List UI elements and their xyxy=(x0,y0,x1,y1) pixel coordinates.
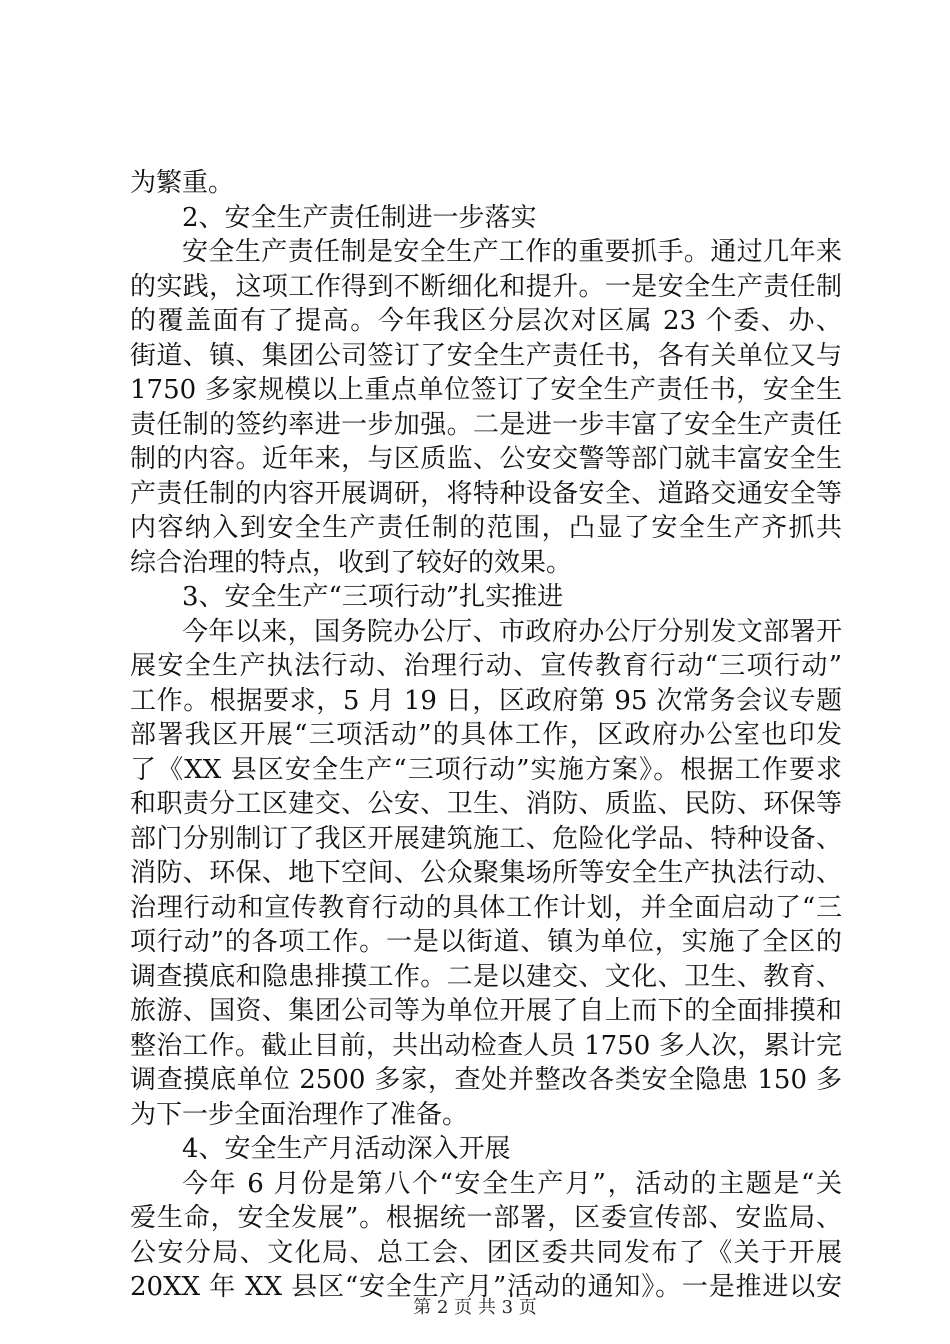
page-number-footer: 第 2 页 共 3 页 xyxy=(413,1297,537,1318)
text-line: 责任制的签约率进一步加强。二是进一步丰富了安全生产责任 xyxy=(130,409,842,440)
text-line: 安全生产责任制是安全生产工作的重要抓手。通过几年来 xyxy=(182,237,842,267)
text-line: 街道、镇、集团公司签订了安全生产责任书，各有关单位又与 xyxy=(130,340,842,371)
text-line: 和职责分工区建交、公安、卫生、消防、质监、民防、环保等 xyxy=(130,789,842,819)
text-line: 制的内容。近年来，与区质监、公安交警等部门就丰富安全生 xyxy=(130,444,842,474)
section-heading: 4、安全生产月活动深入开展 xyxy=(182,1134,511,1164)
text-line: 的实践，这项工作得到不断细化和提升。一是安全生产责任制 xyxy=(130,271,842,302)
text-line: 工作。根据要求，5 月 19 日，区政府第 95 次常务会议专题 xyxy=(130,685,842,716)
text-line: 了《XX 县区安全生产“三项行动”实施方案》。根据工作要求 xyxy=(130,754,842,785)
text-line: 今年以来，国务院办公厅、市政府办公厅分别发文部署开 xyxy=(182,616,842,647)
text-line: 今年 6 月份是第八个“安全生产月”，活动的主题是“关 xyxy=(182,1168,842,1199)
text-line: 调查摸底单位 2500 多家，查处并整改各类安全隐患 150 多 xyxy=(130,1065,842,1095)
text-line: 1750 多家规模以上重点单位签订了安全生产责任书，安全生 xyxy=(130,375,842,405)
text-line: 消防、环保、地下空间、公众聚集场所等安全生产执法行动、 xyxy=(130,858,842,888)
text-line: 治理行动和宣传教育行动的具体工作计划，并全面启动了“三 xyxy=(130,892,842,923)
text-line: 产责任制的内容开展调研，将特种设备安全、道路交通安全等 xyxy=(130,478,842,509)
text-line: 公安分局、文化局、总工会、团区委共同发布了《关于开展 xyxy=(130,1237,842,1268)
text-line: 为下一步全面治理作了准备。 xyxy=(130,1099,469,1130)
text-line: 调查摸底和隐患排摸工作。二是以建交、文化、卫生、教育、 xyxy=(130,961,842,992)
text-line: 20XX 年 XX 县区“安全生产月”活动的通知》。一是推进以安 xyxy=(130,1272,842,1302)
text-line: 部署我区开展“三项活动”的具体工作，区政府办公室也印发 xyxy=(130,720,842,750)
text-line: 整治工作。截止目前，共出动检查人员 1750 多人次，累计完 xyxy=(130,1030,842,1061)
section-heading: 3、安全生产“三项行动”扎实推进 xyxy=(182,582,564,612)
text-line: 部门分别制订了我区开展建筑施工、危险化学品、特种设备、 xyxy=(130,823,842,854)
text-line: 旅游、国资、集团公司等为单位开展了自上而下的全面排摸和 xyxy=(130,996,842,1026)
text-line: 综合治理的特点，收到了较好的效果。 xyxy=(130,547,573,578)
text-line: 的覆盖面有了提高。今年我区分层次对区属 23 个委、办、 xyxy=(130,306,842,336)
text-line: 内容纳入到安全生产责任制的范围，凸显了安全生产齐抓共 xyxy=(130,513,842,543)
section-heading: 2、安全生产责任制进一步落实 xyxy=(182,202,537,233)
text-line: 项行动”的各项工作。一是以街道、镇为单位，实施了全区的 xyxy=(130,927,842,957)
text-line: 爱生命，安全发展”。根据统一部署，区委宣传部、安监局、 xyxy=(130,1203,842,1233)
text-line: 为繁重。 xyxy=(130,168,235,198)
text-line: 展安全生产执法行动、治理行动、宣传教育行动“三项行动” xyxy=(130,651,842,681)
document-body xyxy=(130,166,842,1305)
